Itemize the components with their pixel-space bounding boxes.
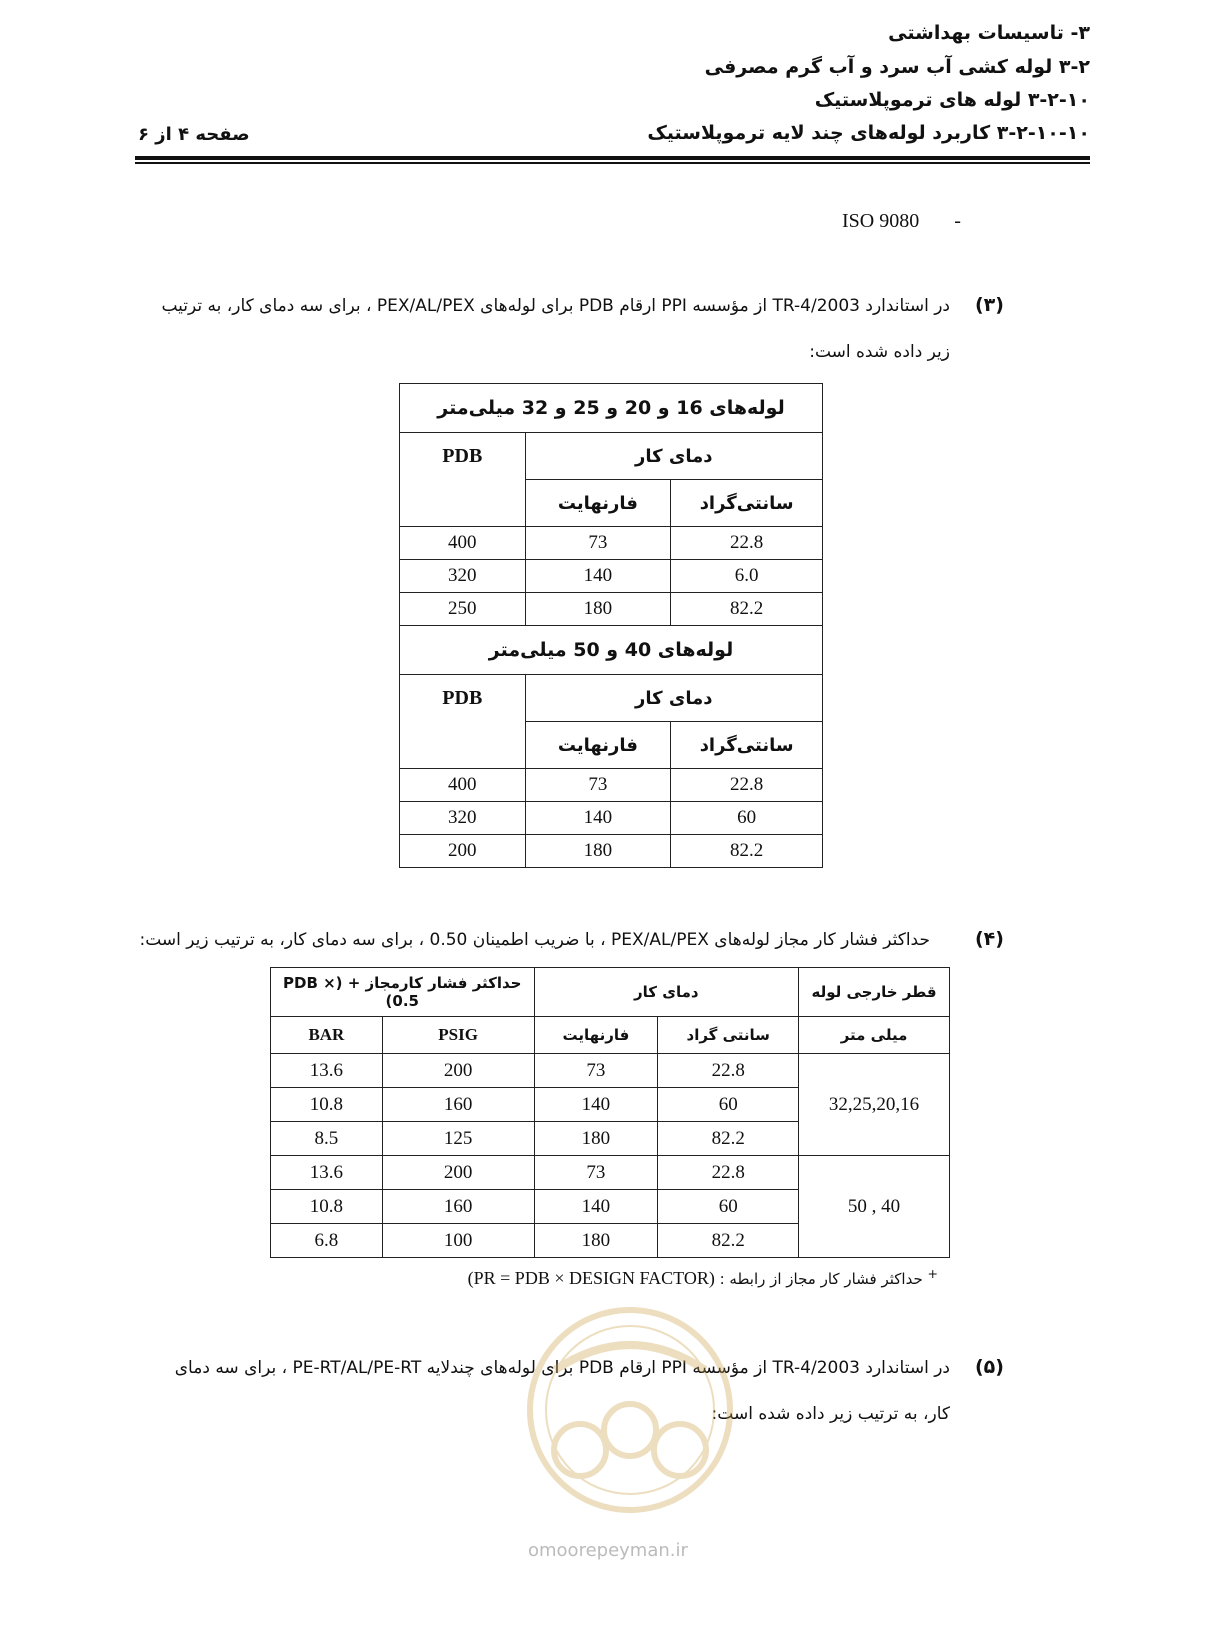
cell-fahrenheit: 180: [525, 835, 671, 868]
cell-bar: 6.8: [271, 1224, 383, 1258]
section-5-line-2: کار، به ترتیب زیر داده شده است:: [711, 1404, 950, 1424]
cell-pdb: 200: [400, 835, 526, 868]
col-header-fahrenheit: فارنهایت: [534, 1017, 658, 1054]
cell-celsius: 22.8: [658, 1156, 799, 1190]
cell-fahrenheit: 140: [525, 560, 671, 593]
col-header-working-temp: دمای کار: [525, 675, 822, 722]
cell-bar: 13.6: [271, 1054, 383, 1088]
header-rule-thin: [135, 162, 1090, 164]
cell-fahrenheit: 140: [525, 802, 671, 835]
cell-bar: 10.8: [271, 1088, 383, 1122]
cell-fahrenheit: 140: [534, 1190, 658, 1224]
col-header-unit-mm: میلی متر: [799, 1017, 950, 1054]
section-5-line-1: در استاندارد TR-4/2003 از مؤسسه PPI ارقام PDB برای لوله‌های چندلایه PE-RT/AL/PE-RT ، برای سه دمای: [174, 1358, 950, 1378]
table-row: [400, 769, 823, 802]
col-header-working-temp: دمای کار: [525, 433, 822, 480]
footnote-mark: +: [927, 1266, 938, 1281]
section-3-number: (۳): [975, 294, 1004, 316]
cell-psig: 160: [382, 1088, 534, 1122]
col-header-celsius: سانتی‌گراد: [671, 722, 823, 769]
cell-fahrenheit: 180: [534, 1224, 658, 1258]
bullet-text: ISO 9080: [842, 210, 920, 232]
table-caption-large-pipes: لوله‌های 40 و 50 میلی‌متر: [400, 626, 823, 675]
col-header-fahrenheit: فارنهایت: [525, 480, 671, 527]
col-header-outer-diameter: قطر خارجی لوله: [799, 968, 950, 1017]
cell-celsius: 60: [658, 1190, 799, 1224]
cell-celsius: 22.8: [658, 1054, 799, 1088]
section-4-line-1: حداکثر فشار کار مجاز لوله‌های PEX/AL/PEX ، با ضریب اطمینان 0.50 ، برای سه دمای کار، به ترتیب زیر است:: [139, 930, 930, 950]
cell-fahrenheit: 73: [525, 769, 671, 802]
watermark-logo-icon: [515, 1300, 745, 1530]
cell-fahrenheit: 73: [525, 527, 671, 560]
col-header-fahrenheit: فارنهایت: [525, 722, 671, 769]
col-header-working-temp: دمای کار: [534, 968, 799, 1017]
cell-celsius: 22.8: [671, 769, 823, 802]
table-row: [400, 593, 823, 626]
cell-bar: 8.5: [271, 1122, 383, 1156]
max-pressure-table: [270, 967, 950, 1258]
cell-bar: 13.6: [271, 1156, 383, 1190]
footnote-text: حداکثر فشار کار مجاز از رابطه :: [719, 1270, 923, 1288]
bullet-item: [842, 210, 961, 233]
cell-celsius: 60: [671, 802, 823, 835]
cell-pdb: 250: [400, 593, 526, 626]
cell-fahrenheit: 73: [534, 1054, 658, 1088]
header-rule-thick: [135, 156, 1090, 160]
cell-celsius: 6.0: [671, 560, 823, 593]
col-header-celsius: سانتی گراد: [658, 1017, 799, 1054]
header-line-4: ۳-۲-۱۰-۱۰ کاربرد لوله‌های چند لایه ترموپلاستیک: [647, 122, 1090, 144]
footnote-formula: (PR = PDB × DESIGN FACTOR): [467, 1268, 715, 1288]
section-3-line-1: در استاندارد TR-4/2003 از مؤسسه PPI ارقام PDB برای لوله‌های PEX/AL/PEX ، برای سه دمای کار، به ترتیب: [161, 296, 950, 316]
col-header-bar: BAR: [271, 1017, 383, 1054]
cell-psig: 100: [382, 1224, 534, 1258]
col-header-pdb: PDB: [400, 433, 526, 527]
cell-celsius: 82.2: [671, 593, 823, 626]
section-3-line-2: زیر داده شده است:: [809, 342, 950, 362]
cell-celsius: 82.2: [658, 1224, 799, 1258]
bullet-mark: -: [954, 210, 961, 232]
cell-diameter-group: 50 , 40: [799, 1156, 950, 1258]
page-number: صفحه ۴ از ۶: [138, 124, 250, 145]
header-line-1: ۳- تاسیسات بهداشتی: [888, 22, 1090, 44]
cell-fahrenheit: 180: [534, 1122, 658, 1156]
cell-fahrenheit: 140: [534, 1088, 658, 1122]
col-header-max-pressure: حداکثر فشار کارمجاز + (PDB × 0.5): [271, 968, 535, 1017]
cell-diameter-group: 32,25,20,16: [799, 1054, 950, 1156]
section-5-number: (۵): [975, 1356, 1004, 1378]
table-row: [400, 527, 823, 560]
cell-celsius: 22.8: [671, 527, 823, 560]
table-row: [400, 802, 823, 835]
watermark-text: omoorepeyman.ir: [528, 1540, 688, 1561]
cell-psig: 160: [382, 1190, 534, 1224]
table-caption-small-pipes: لوله‌های 16 و 20 و 25 و 32 میلی‌متر: [400, 384, 823, 433]
cell-fahrenheit: 73: [534, 1156, 658, 1190]
section-4-number: (۴): [975, 928, 1004, 950]
table-row: [400, 560, 823, 593]
cell-fahrenheit: 180: [525, 593, 671, 626]
cell-pdb: 320: [400, 802, 526, 835]
cell-psig: 200: [382, 1054, 534, 1088]
cell-psig: 125: [382, 1122, 534, 1156]
cell-celsius: 60: [658, 1088, 799, 1122]
col-header-pdb: PDB: [400, 675, 526, 769]
table-row: [400, 835, 823, 868]
cell-celsius: 82.2: [671, 835, 823, 868]
cell-pdb: 400: [400, 527, 526, 560]
col-header-psig: PSIG: [382, 1017, 534, 1054]
cell-pdb: 320: [400, 560, 526, 593]
pdb-table: [399, 383, 823, 868]
cell-celsius: 82.2: [658, 1122, 799, 1156]
table-row: [271, 1156, 950, 1190]
header-line-2: ۳-۲ لوله کشی آب سرد و آب گرم مصرفی: [704, 56, 1090, 78]
cell-pdb: 400: [400, 769, 526, 802]
col-header-celsius: سانتی‌گراد: [671, 480, 823, 527]
header-line-3: ۳-۲-۱۰ لوله های ترموپلاستیک: [814, 89, 1090, 111]
cell-psig: 200: [382, 1156, 534, 1190]
cell-bar: 10.8: [271, 1190, 383, 1224]
footnote: [468, 1266, 938, 1289]
table-row: [271, 1054, 950, 1088]
